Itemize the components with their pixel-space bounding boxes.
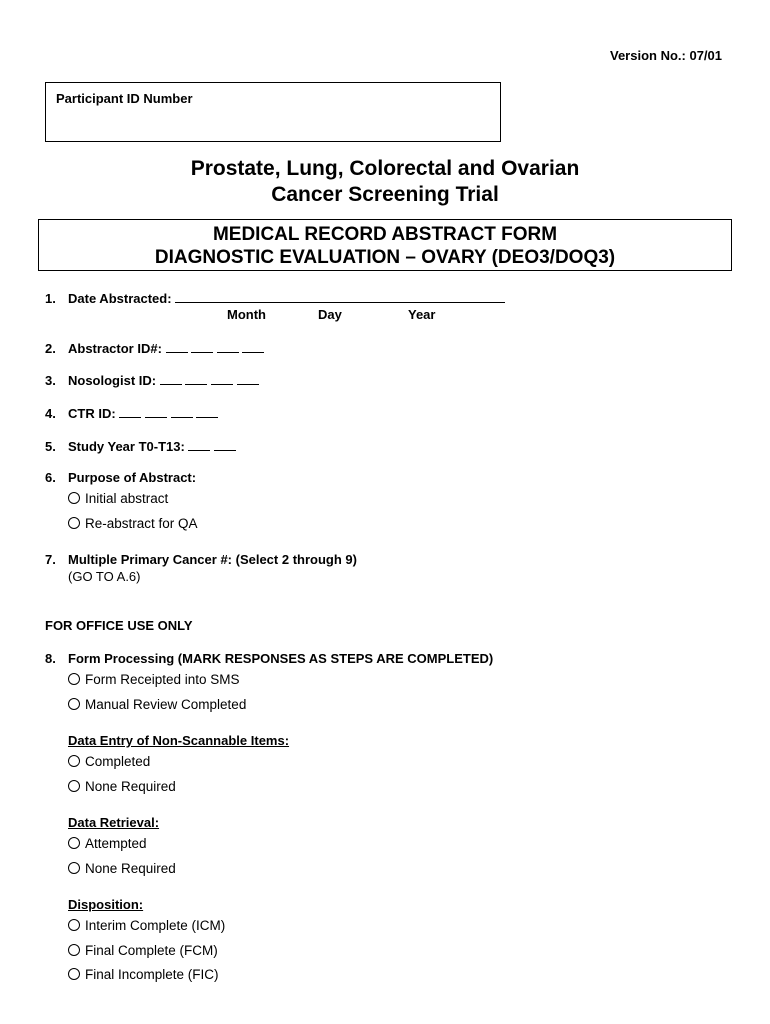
option-label: None Required: [85, 779, 176, 794]
q8-label: Form Processing (MARK RESPONSES AS STEPS ARE COMPLETED): [68, 651, 494, 666]
date-month-label: Month: [227, 307, 266, 322]
form-title-line-2: DIAGNOSTIC EVALUATION – OVARY (DEO3/DOQ3): [154, 247, 616, 268]
disposition-heading: Disposition:: [68, 897, 144, 912]
abstractor-id-digit-1[interactable]: [166, 340, 188, 353]
question-3: [45, 372, 259, 388]
nosologist-id-digit-2[interactable]: [185, 372, 207, 385]
option-retrieval-none[interactable]: [68, 861, 176, 876]
option-re-abstract-qa[interactable]: [68, 516, 198, 531]
form-title-box: [38, 219, 732, 271]
option-label: Attempted: [85, 836, 147, 851]
q2-number: 2.: [45, 341, 56, 356]
version-number: Version No.: 07/01: [610, 48, 722, 63]
abstractor-id-digit-3[interactable]: [217, 340, 239, 353]
option-initial-abstract[interactable]: [68, 491, 168, 506]
option-data-entry-completed[interactable]: [68, 754, 150, 769]
nosologist-id-digit-1[interactable]: [160, 372, 182, 385]
q8-number: 8.: [45, 651, 56, 666]
option-label: Manual Review Completed: [85, 697, 247, 712]
option-label: Final Incomplete (FIC): [85, 967, 219, 982]
option-manual-review[interactable]: [68, 697, 246, 712]
q5-label: Study Year T0-T13:: [68, 439, 185, 454]
abstractor-id-digit-4[interactable]: [242, 340, 264, 353]
data-entry-heading: Data Entry of Non-Scannable Items:: [68, 733, 290, 748]
radio-circle-icon[interactable]: [68, 673, 80, 685]
q1-number: 1.: [45, 291, 56, 306]
nosologist-id-digit-3[interactable]: [211, 372, 233, 385]
radio-circle-icon[interactable]: [68, 492, 80, 504]
q4-number: 4.: [45, 406, 56, 421]
date-abstracted-field[interactable]: [175, 290, 505, 303]
data-retrieval-heading: Data Retrieval:: [68, 815, 160, 830]
radio-circle-icon[interactable]: [68, 755, 80, 767]
option-final-complete[interactable]: [68, 943, 218, 958]
q7-go-to-note: (GO TO A.6): [68, 569, 141, 584]
question-8: [45, 651, 493, 666]
q7-number: 7.: [45, 552, 56, 567]
date-day-label: Day: [318, 307, 342, 322]
q2-label: Abstractor ID#:: [68, 341, 162, 356]
q1-label: Date Abstracted:: [68, 291, 172, 306]
participant-id-box[interactable]: [45, 82, 501, 142]
date-year-label: Year: [408, 307, 436, 322]
option-label: None Required: [85, 861, 176, 876]
abstractor-id-digit-2[interactable]: [191, 340, 213, 353]
option-label: Final Complete (FCM): [85, 943, 218, 958]
study-year-digit-1[interactable]: [188, 438, 210, 451]
question-6: [45, 470, 196, 485]
question-7: [45, 552, 357, 567]
radio-circle-icon[interactable]: [68, 862, 80, 874]
option-final-incomplete[interactable]: [68, 967, 219, 982]
radio-circle-icon[interactable]: [68, 698, 80, 710]
office-use-heading: FOR OFFICE USE ONLY: [45, 618, 193, 633]
form-title-line-1: MEDICAL RECORD ABSTRACT FORM: [212, 224, 558, 245]
question-1: [45, 290, 505, 306]
radio-circle-icon[interactable]: [68, 517, 80, 529]
option-data-entry-none[interactable]: [68, 779, 176, 794]
trial-title-line-1: Prostate, Lung, Colorectal and Ovarian: [190, 157, 580, 180]
q6-label: Purpose of Abstract:: [68, 470, 197, 485]
question-2: [45, 340, 264, 356]
q6-number: 6.: [45, 470, 56, 485]
option-label: Interim Complete (ICM): [85, 918, 226, 933]
trial-title-line-2: Cancer Screening Trial: [271, 183, 499, 206]
radio-circle-icon[interactable]: [68, 837, 80, 849]
participant-id-label: Participant ID Number: [56, 91, 193, 106]
option-label: Form Receipted into SMS: [85, 672, 240, 687]
q3-label: Nosologist ID:: [68, 373, 157, 388]
radio-circle-icon[interactable]: [68, 944, 80, 956]
q7-label: Multiple Primary Cancer #: (Select 2 through 9): [68, 552, 357, 567]
question-5: [45, 438, 236, 454]
q3-number: 3.: [45, 373, 56, 388]
ctr-id-digit-2[interactable]: [145, 405, 167, 418]
q5-number: 5.: [45, 439, 56, 454]
question-4: [45, 405, 218, 421]
option-retrieval-attempted[interactable]: [68, 836, 147, 851]
option-interim-complete[interactable]: [68, 918, 225, 933]
study-year-digit-2[interactable]: [214, 438, 236, 451]
radio-circle-icon[interactable]: [68, 780, 80, 792]
radio-circle-icon[interactable]: [68, 919, 80, 931]
radio-circle-icon[interactable]: [68, 968, 80, 980]
option-label: Re-abstract for QA: [85, 516, 198, 531]
option-label: Initial abstract: [85, 491, 169, 506]
ctr-id-digit-4[interactable]: [196, 405, 218, 418]
option-label: Completed: [85, 754, 151, 769]
ctr-id-digit-1[interactable]: [119, 405, 141, 418]
ctr-id-digit-3[interactable]: [171, 405, 193, 418]
option-form-receipted[interactable]: [68, 672, 240, 687]
nosologist-id-digit-4[interactable]: [237, 372, 259, 385]
q4-label: CTR ID:: [68, 406, 116, 421]
